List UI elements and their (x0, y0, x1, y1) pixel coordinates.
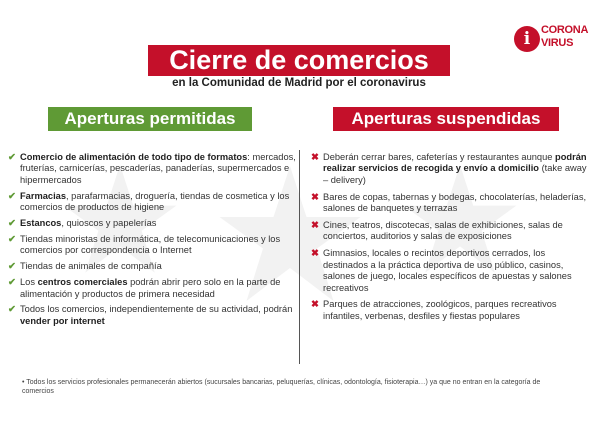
footnote: • Todos los servicios profesionales permanecerán abiertos (sucursales bancarias, peluquerías, clínicas, odontología, fisioterapia…) ya que no entran en la categoría de comercios (22, 379, 541, 395)
list-item-bold-text: Farmacias (20, 190, 66, 201)
list-item-text: Parques de atracciones, zoológicos, parques recreativos infantiles, verbenas, desfiles y fiestas populares (323, 299, 557, 321)
cross-icon: ✖ (311, 152, 319, 163)
list-item-text: , quioscos y papelerías (61, 218, 157, 229)
list-item-text: Cines, teatros, discotecas, salas de exhibiciones, salas de conciertos, auditorios y salas de exposiciones (323, 220, 563, 242)
check-icon: ✔ (8, 233, 16, 245)
info-icon: i (514, 26, 540, 52)
list-item (8, 191, 298, 214)
check-icon: ✔ (8, 261, 16, 273)
list-item-bold-text: vender por internet (20, 315, 105, 326)
check-icon: ✔ (8, 218, 16, 230)
list-item-bold-text: Estancos (20, 218, 62, 229)
check-icon: ✔ (8, 277, 16, 289)
permitted-list (8, 152, 298, 332)
suspended-list (311, 152, 591, 328)
list-item (8, 234, 298, 257)
check-icon: ✔ (8, 304, 16, 316)
list-item (311, 248, 591, 294)
list-item (8, 218, 298, 229)
list-item-text: , parafarmacias, droguería, tiendas de cosmetica y los comercios de productos de higiene (20, 190, 290, 213)
permitted-heading: Aperturas permitidas (48, 107, 252, 131)
logo-word-virus: VIRUS (541, 37, 574, 49)
list-item-text: podrán abrir pero solo en la parte de alimentación y productos de primera necesidad (20, 277, 281, 299)
list-item (8, 277, 298, 300)
list-item-text: : mercados, fruterías, carnicerías, pescaderías, panaderías, supermercados e hipermercados (20, 152, 296, 185)
list-item-text: Gimnasios, locales o recintos deportivos cerrados, los destinados a la práctica deportiva de uso público, casinos, salones de juego, locales específicos de apuestas y salones recreativos (323, 248, 572, 293)
check-icon: ✔ (8, 152, 16, 163)
suspended-heading: Aperturas suspendidas (333, 107, 559, 131)
list-item-text: Tiendas de animales de compañía (20, 261, 162, 272)
cross-icon: ✖ (311, 220, 319, 232)
list-item (8, 261, 298, 272)
list-item (311, 220, 591, 243)
list-item-text: Tiendas minoristas de informática, de telecomunicaciones y los comercios por correspondencia o Internet (20, 233, 281, 256)
list-item-bold-text: podrán realizar servicios de recogida y envío a domicilio (323, 152, 587, 174)
list-item-bold-text: centros comerciales (37, 277, 128, 288)
page-title: Cierre de comercios (148, 45, 450, 76)
list-item (311, 152, 591, 186)
list-item-bold-text: Comercio de alimentación de todo tipo de formatos (20, 152, 248, 162)
cross-icon: ✖ (311, 248, 319, 260)
column-divider (299, 150, 300, 364)
coronavirus-logo (514, 18, 589, 58)
list-item (311, 192, 591, 215)
cross-icon: ✖ (311, 191, 319, 203)
cross-icon: ✖ (311, 299, 319, 311)
list-item (8, 304, 298, 327)
list-item (311, 299, 591, 322)
list-item (8, 152, 298, 186)
page-subtitle: en la Comunidad de Madrid por el coronavirus (172, 77, 426, 89)
list-item-text: Todos los comercios, independientemente de su actividad, podrán (20, 304, 293, 315)
list-item-text: Deberán cerrar bares, cafeterías y restaurantes aunque (323, 152, 556, 162)
list-item-text: Los (20, 277, 38, 288)
list-item-text: (take away – delivery) (323, 163, 587, 185)
check-icon: ✔ (8, 190, 16, 202)
list-item-text: Bares de copas, tabernas y bodegas, chocolaterías, heladerías, salones de banquetes y terrazas (323, 191, 587, 214)
logo-word-corona: CORONA (541, 24, 589, 36)
